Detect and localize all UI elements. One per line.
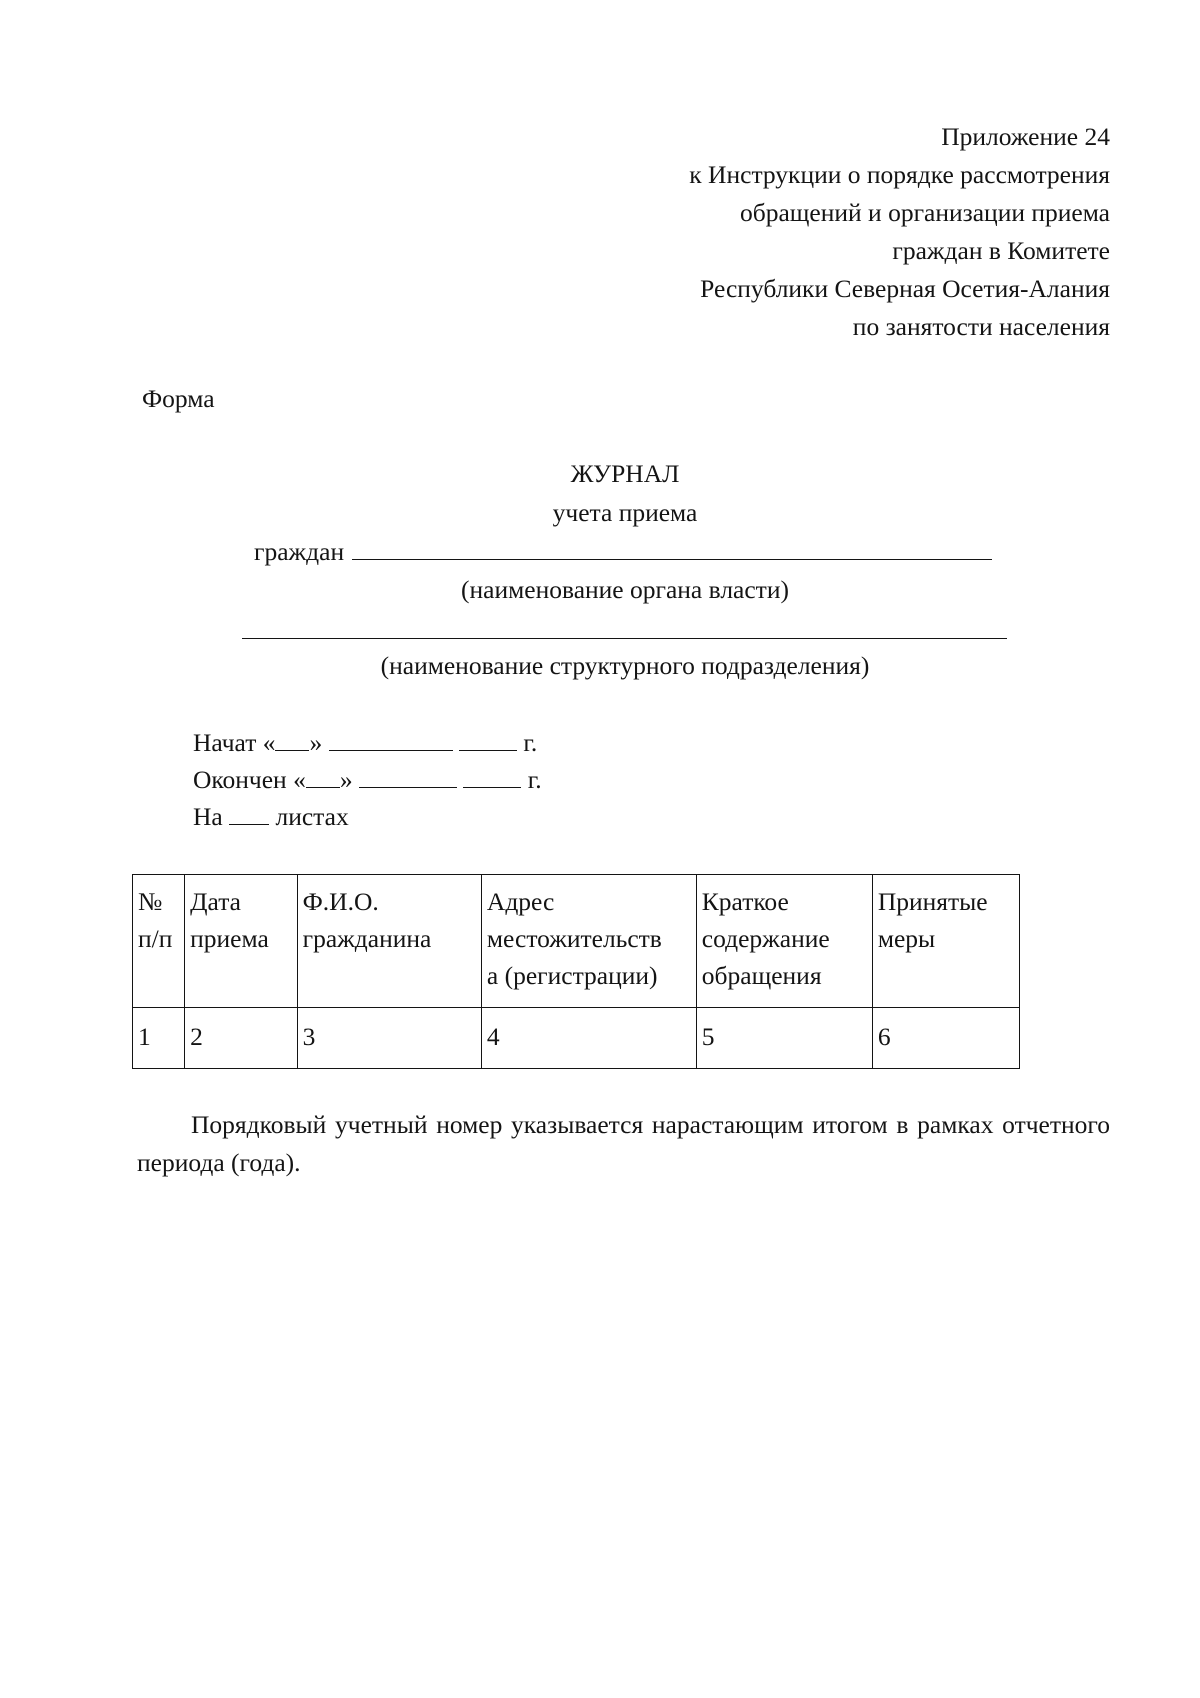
header-address [481,875,696,1008]
header-measures [872,875,1019,1008]
appendix-header [689,118,1110,346]
header-line: содержание [701,924,830,953]
sheets-line [193,798,542,835]
journal-title: ЖУРНАЛ [570,459,680,488]
form-label: Форма [142,384,215,413]
header-date [185,875,298,1008]
ended-suffix: г. [527,765,542,794]
header-number [133,875,185,1008]
appendix-line: обращений и организации приема [740,198,1110,227]
journal-dates [193,724,542,835]
sheets-count-blank [229,802,269,825]
appendix-line: по занятости населения [852,312,1110,341]
header-summary [696,875,872,1008]
appendix-line: граждан в Комитете [892,236,1110,265]
citizens-prefix: граждан [254,537,345,566]
header-line: Принятые [877,887,988,916]
journal-table [132,874,1020,1069]
column-number-cell: 2 [185,1008,298,1069]
header-fio [297,875,481,1008]
appendix-line: Приложение 24 [941,122,1110,151]
header-line: Адрес [486,887,555,916]
column-number-cell: 1 [133,1008,185,1069]
authority-blank-line [352,537,992,560]
subdivision-blank-line [242,638,1007,639]
column-number-cell: 5 [696,1008,872,1069]
header-line: местожительств [486,924,662,953]
header-line: Ф.И.О. [302,887,379,916]
appendix-line: Республики Северная Осетия-Алания [700,274,1110,303]
citizens-line [254,537,992,567]
header-line: п/п [138,924,173,953]
subdivision-caption: (наименование структурного подразделения) [380,651,870,680]
appendix-line: к Инструкции о порядке рассмотрения [689,160,1110,189]
ended-month-blank [359,765,457,788]
header-line: а (регистрации) [486,961,658,990]
sheets-prefix: На [193,802,223,831]
ended-day-blank [306,765,340,788]
header-line: № [138,887,163,916]
header-line: Краткое [701,887,789,916]
started-suffix: г. [523,728,538,757]
ended-mid: » [339,765,353,794]
header-line: меры [877,924,936,953]
started-month-blank [329,728,453,751]
ended-prefix: Окончен « [193,765,306,794]
ended-date-line [193,761,542,798]
footnote-paragraph: Порядковый учетный номер указывается нарастающим итогом в рамках отчетного периода (года). [137,1110,1110,1177]
column-number-cell: 6 [872,1008,1019,1069]
column-number-cell: 4 [481,1008,696,1069]
started-date-line [193,724,542,761]
authority-caption: (наименование органа власти) [461,575,789,604]
ended-year-blank [463,765,521,788]
header-line: обращения [701,961,822,990]
table-header-row [133,875,1020,1008]
header-line: приема [190,924,269,953]
table-row [133,1008,1020,1069]
sheets-suffix: листах [275,802,349,831]
started-prefix: Начат « [193,728,276,757]
column-number-cell: 3 [297,1008,481,1069]
header-line: Дата [190,887,241,916]
header-line: гражданина [302,924,432,953]
started-mid: » [309,728,323,757]
started-day-blank [275,728,309,751]
started-year-blank [459,728,517,751]
journal-subtitle: учета приема [552,498,698,527]
